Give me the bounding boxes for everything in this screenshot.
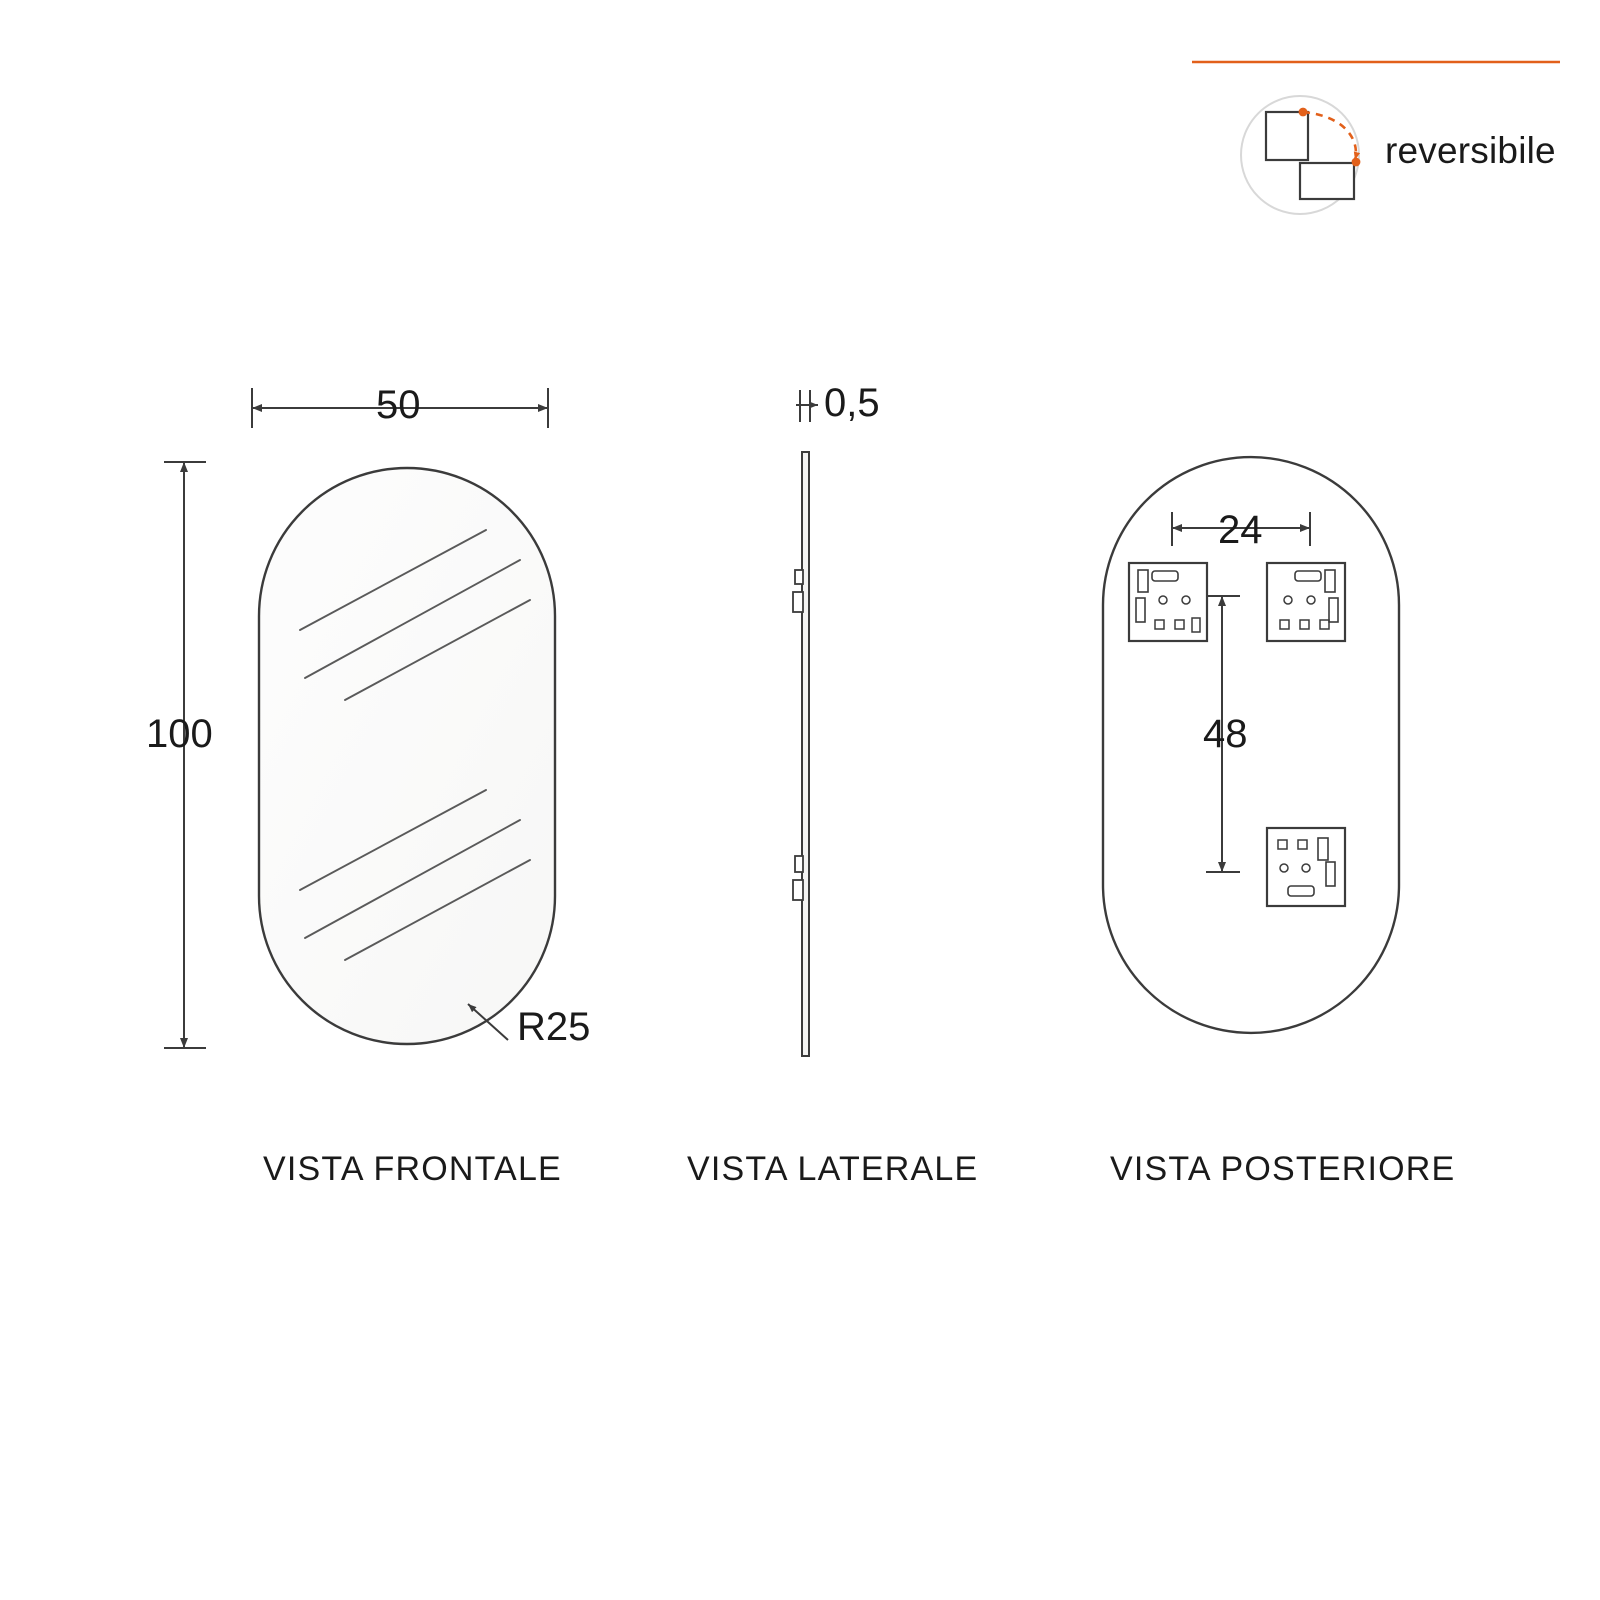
reversible-label: reversibile [1385,130,1556,171]
side-thickness-value: 0,5 [824,381,880,425]
front-radius-value: R25 [517,1005,591,1049]
mounting-bracket-top-left [1129,563,1207,641]
back-horizontal-value: 24 [1218,508,1263,552]
mounting-bracket-bottom [1267,828,1345,906]
front-width-value: 50 [376,383,421,427]
side-thickness-dimension [796,390,818,422]
mounting-bracket-top-right [1267,563,1345,641]
caption-front-view: VISTA FRONTALE [263,1150,562,1188]
reversible-icon [1241,96,1360,214]
front-view-group [164,388,555,1048]
side-profile-shape [793,452,809,1056]
caption-back-view: VISTA POSTERIORE [1110,1150,1456,1188]
back-vertical-value: 48 [1203,712,1248,756]
caption-side-view: VISTA LATERALE [687,1150,979,1188]
front-mirror-shape [259,468,555,1044]
front-height-value: 100 [146,712,213,756]
side-view-group [793,390,818,1056]
